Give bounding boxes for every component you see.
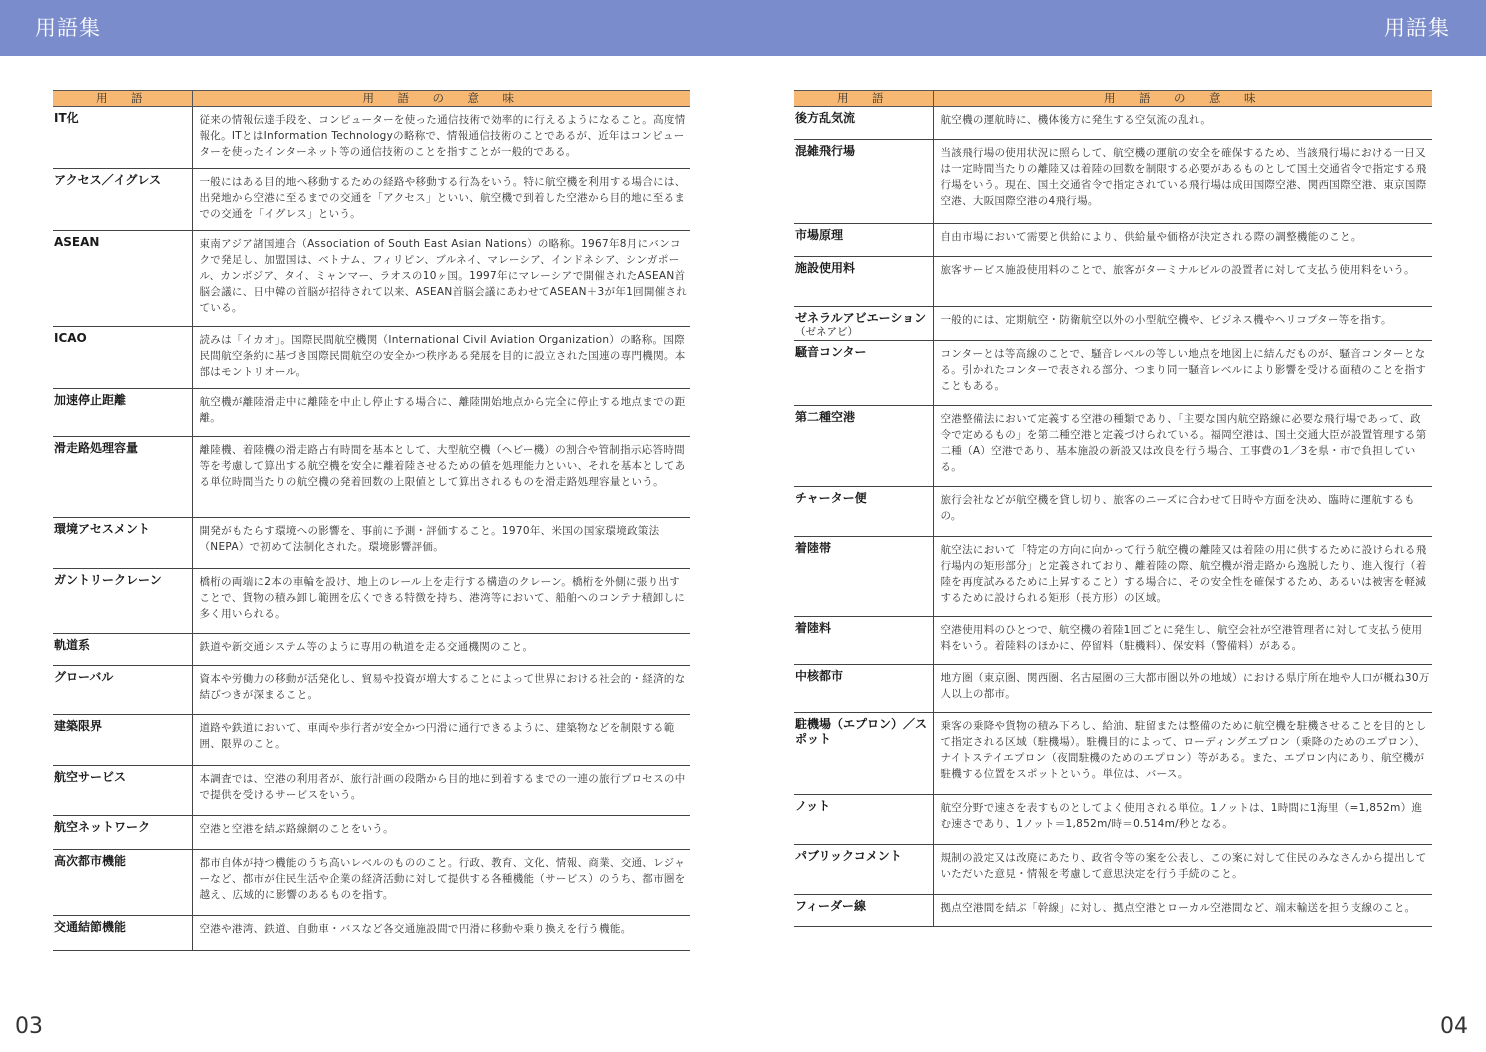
- meaning-cell: 従来の情報伝達手段を、コンピューターを使った通信技術で効率的に行えるようになること。高度情報化。ITとはInformation Technologyの略称で、情報通信技術のことであるが、近年はコンピューターを使ったインターネット等の通信技術のことを指すことが一般的である。: [192, 107, 690, 169]
- term-cell: 着陸帯: [794, 537, 933, 617]
- table-row: [794, 487, 1432, 537]
- term-cell: 加速停止距離: [53, 389, 192, 437]
- header-band: [0, 0, 1486, 56]
- meaning-cell: 空港整備法において定義する空港の種類であり、「主要な国内航空路線に必要な飛行場であって、政令で定めるもの」を第二種空港と定義づけられている。福岡空港は、国土交通大臣が設置管理する第二種（A）空港であり、基本施設の新設又は改良を行う場合、工事費の1／3を県・市で負担している。: [933, 406, 1432, 487]
- term-cell: フィーダー線: [794, 895, 933, 927]
- column-header-term: 用 語: [53, 91, 192, 107]
- term-cell: 市場原理: [794, 224, 933, 257]
- meaning-cell: 航空法において「特定の方向に向かって行う航空機の離陸又は着陸の用に供するために設けられる飛行場内の矩形部分」と定義されており、離着陸の際、航空機が滑走路から逸脱したり、進入復行（着陸を再度試みるために上昇すること）する場合に、その安全性を確保するため、あるいは被害を軽減するために設けられる矩形（長方形）の区域。: [933, 537, 1432, 617]
- table-row: [53, 850, 690, 916]
- meaning-cell: 鉄道や新交通システム等のように専用の軌道を走る交通機関のこと。: [192, 634, 690, 666]
- glossary-table-left: [53, 90, 690, 951]
- table-row: [53, 666, 690, 715]
- table-row: [794, 713, 1432, 795]
- term-cell: 駐機場（エプロン）／スポット: [794, 713, 933, 795]
- term-cell: 後方乱気流: [794, 107, 933, 140]
- table-row: [53, 916, 690, 951]
- term-cell: 施設使用料: [794, 257, 933, 307]
- meaning-cell: 一般的には、定期航空・防衛航空以外の小型航空機や、ビジネス機やヘリコプター等を指す。: [933, 307, 1432, 341]
- meaning-cell: 地方圏（東京圏、関西圏、名古屋圏の三大都市圏以外の地域）における県庁所在地や人口が概ね30万人以上の都市。: [933, 665, 1432, 713]
- term-cell: 航空サービス: [53, 766, 192, 816]
- glossary-table-right: [794, 90, 1432, 927]
- term-cell: IT化: [53, 107, 192, 169]
- meaning-cell: 一般にはある目的地へ移動するための経路や移動する行為をいう。特に航空機を利用する場合には、出発地から空港に至るまでの交通を「アクセス」といい、航空機で到着した空港から目的地に至るまでの交通を「イグレス」という。: [192, 169, 690, 231]
- table-row: [53, 634, 690, 666]
- table-row: [794, 341, 1432, 406]
- page-number-right: 04: [1440, 1014, 1468, 1039]
- table-row: [53, 816, 690, 850]
- table-row: [794, 845, 1432, 895]
- table-row: [794, 617, 1432, 665]
- meaning-cell: 道路や鉄道において、車両や歩行者が安全かつ円滑に通行できるように、建築物などを制限する範囲、限界のこと。: [192, 715, 690, 766]
- term-cell: 混雑飛行場: [794, 140, 933, 224]
- meaning-cell: 読みは「イカオ」。国際民間航空機関（International Civil Aviation Organization）の略称。国際民間航空条約に基づき国際民間航空の安全かつ秩序ある発展を目的に設立された国連の専門機関。本部はモントリオール。: [192, 327, 690, 389]
- meaning-cell: 自由市場において需要と供給により、供給量や価格が決定される際の調整機能のこと。: [933, 224, 1432, 257]
- term-cell: 騒音コンター: [794, 341, 933, 406]
- meaning-cell: 規制の設定又は改廃にあたり、政省令等の案を公表し、この案に対して住民のみなさんから提出していただいた意見・情報を考慮して意思決定を行う手続のこと。: [933, 845, 1432, 895]
- meaning-cell: 本調査では、空港の利用者が、旅行計画の段階から目的地に到着するまでの一連の旅行プロセスの中で提供を受けるサービスをいう。: [192, 766, 690, 816]
- column-header-meaning: 用 語 の 意 味: [933, 91, 1432, 107]
- term-cell: 第二種空港: [794, 406, 933, 487]
- term-cell: 軌道系: [53, 634, 192, 666]
- table-header-row: [794, 91, 1432, 107]
- meaning-cell: 航空機の運航時に、機体後方に発生する空気流の乱れ。: [933, 107, 1432, 140]
- term-cell: チャーター便: [794, 487, 933, 537]
- term-text: ゼネラルアビエーション: [795, 311, 927, 325]
- meaning-cell: 空港や港湾、鉄道、自動車・バスなど各交通施設間で円滑に移動や乗り換えを行う機能。: [192, 916, 690, 951]
- table-row: [53, 169, 690, 231]
- meaning-cell: 東南アジア諸国連合（Association of South East Asian Nations）の略称。1967年8月にバンコクで発足し、加盟国は、ベトナム、フィリピン、ブルネイ、マレーシア、インドネシア、シンガポール、カンボジア、タイ、ミャンマー、ラオスの10ヶ国。1997年にマレーシアで開催されたASEAN首脳会議に、日中韓の首脳が招待されて以来、ASEAN首脳会議にあわせてASEAN＋3が年1回開催されている。: [192, 231, 690, 327]
- table-row: [53, 518, 690, 569]
- meaning-cell: 拠点空港間を結ぶ「幹線」に対し、拠点空港とローカル空港間など、端末輸送を担う支線のこと。: [933, 895, 1432, 927]
- page-number-left: 03: [15, 1014, 43, 1039]
- term-cell: 建築限界: [53, 715, 192, 766]
- table-row: [53, 766, 690, 816]
- meaning-cell: 資本や労働力の移動が活発化し、貿易や投資が増大することによって世界における社会的・経済的な結びつきが深まること。: [192, 666, 690, 715]
- table-row: [794, 537, 1432, 617]
- term-cell: [794, 307, 933, 341]
- table-row: [794, 140, 1432, 224]
- column-header-term: 用 語: [794, 91, 933, 107]
- meaning-cell: 開発がもたらす環境への影響を、事前に予測・評価すること。1970年、米国の国家環境政策法（NEPA）で初めて法制化された。環境影響評価。: [192, 518, 690, 569]
- term-subtext: （ゼネアビ）: [795, 326, 858, 338]
- term-cell: アクセス／イグレス: [53, 169, 192, 231]
- table-row: [53, 569, 690, 634]
- table-row: [794, 895, 1432, 927]
- term-cell: 中核都市: [794, 665, 933, 713]
- meaning-cell: 都市自体が持つ機能のうち高いレベルのもののこと。行政、教育、文化、情報、商業、交通、レジャーなど、都市が住民生活や企業の経済活動に対して提供する各種機能（サービス）のうち、都市圏を越え、広域的に影響のあるものを指す。: [192, 850, 690, 916]
- term-cell: グローバル: [53, 666, 192, 715]
- term-cell: 高次都市機能: [53, 850, 192, 916]
- table-row: [53, 715, 690, 766]
- meaning-cell: 空港使用料のひとつで、航空機の着陸1回ごとに発生し、航空会社が空港管理者に対して支払う使用料をいう。着陸料のほかに、停留料（駐機料）、保安料（警備料）がある。: [933, 617, 1432, 665]
- term-cell: ガントリークレーン: [53, 569, 192, 634]
- meaning-cell: 航空機が離陸滑走中に離陸を中止し停止する場合に、離陸開始地点から完全に停止する地点までの距離。: [192, 389, 690, 437]
- table-row: [53, 231, 690, 327]
- meaning-cell: 橋桁の両端に2本の車輪を設け、地上のレール上を走行する構造のクレーン。橋桁を外側に張り出すことで、貨物の積み卸し範囲を広くできる特徴を持ち、港湾等において、船舶へのコンテナ積卸しに多く用いられる。: [192, 569, 690, 634]
- page-title-right: 用語集: [1384, 16, 1450, 40]
- table-row: [53, 437, 690, 518]
- term-cell: ノット: [794, 795, 933, 845]
- meaning-cell: 旅客サービス施設使用料のことで、旅客がターミナルビルの設置者に対して支払う使用料をいう。: [933, 257, 1432, 307]
- meaning-cell: 当該飛行場の使用状況に照らして、航空機の運航の安全を確保するため、当該飛行場における一日又は一定時間当たりの離陸又は着陸の回数を制限する必要があるものとして国土交通省令で指定する飛行場をいう。現在、国土交通省令で指定されている飛行場は成田国際空港、関西国際空港、東京国際空港、大阪国際空港の4飛行場。: [933, 140, 1432, 224]
- table-row: [794, 406, 1432, 487]
- table-row: [794, 665, 1432, 713]
- meaning-cell: コンターとは等高線のことで、騒音レベルの等しい地点を地図上に結んだものが、騒音コンターとなる。引かれたコンターで表される部分、つまり同一騒音レベルにより影響を受ける面積のことを指すこともある。: [933, 341, 1432, 406]
- page-title-left: 用語集: [35, 16, 101, 40]
- term-cell: 環境アセスメント: [53, 518, 192, 569]
- meaning-cell: 航空分野で速さを表すものとしてよく使用される単位。1ノットは、1時間に1海里（=1,852m）進む速さであり、1ノット＝1,852m/時＝0.514m/秒となる。: [933, 795, 1432, 845]
- meaning-cell: 乗客の乗降や貨物の積み下ろし、給油、駐留または整備のために航空機を駐機させることを目的として指定される区域（駐機場）。駐機目的によって、ローディングエプロン（乗降のためのエプロン）、ナイトステイエプロン（夜間駐機のためのエプロン）等がある。また、エプロン内にあり、航空機が駐機する位置をスポットという。単位は、バース。: [933, 713, 1432, 795]
- column-header-meaning: 用 語 の 意 味: [192, 91, 690, 107]
- meaning-cell: 旅行会社などが航空機を貸し切り、旅客のニーズに合わせて日時や方面を決め、臨時に運航するもの。: [933, 487, 1432, 537]
- table-row: [794, 307, 1432, 341]
- term-cell: ASEAN: [53, 231, 192, 327]
- term-cell: 滑走路処理容量: [53, 437, 192, 518]
- table-row: [794, 795, 1432, 845]
- term-cell: パブリックコメント: [794, 845, 933, 895]
- meaning-cell: 離陸機、着陸機の滑走路占有時間を基本として、大型航空機（ヘビー機）の割合や管制指示応答時間等を考慮して算出する航空機を安全に離着陸させるための値を処理能力といい、それを基本としてある単位時間当たりの航空機の発着回数の上限値として算出されるものを滑走路処理容量という。: [192, 437, 690, 518]
- meaning-cell: 空港と空港を結ぶ路線網のことをいう。: [192, 816, 690, 850]
- table-row: [53, 389, 690, 437]
- term-cell: 交通結節機能: [53, 916, 192, 951]
- term-cell: 航空ネットワーク: [53, 816, 192, 850]
- table-header-row: [53, 91, 690, 107]
- table-row: [794, 107, 1432, 140]
- table-row: [53, 327, 690, 389]
- term-cell: 着陸料: [794, 617, 933, 665]
- table-row: [794, 257, 1432, 307]
- table-row: [794, 224, 1432, 257]
- term-cell: ICAO: [53, 327, 192, 389]
- table-row: [53, 107, 690, 169]
